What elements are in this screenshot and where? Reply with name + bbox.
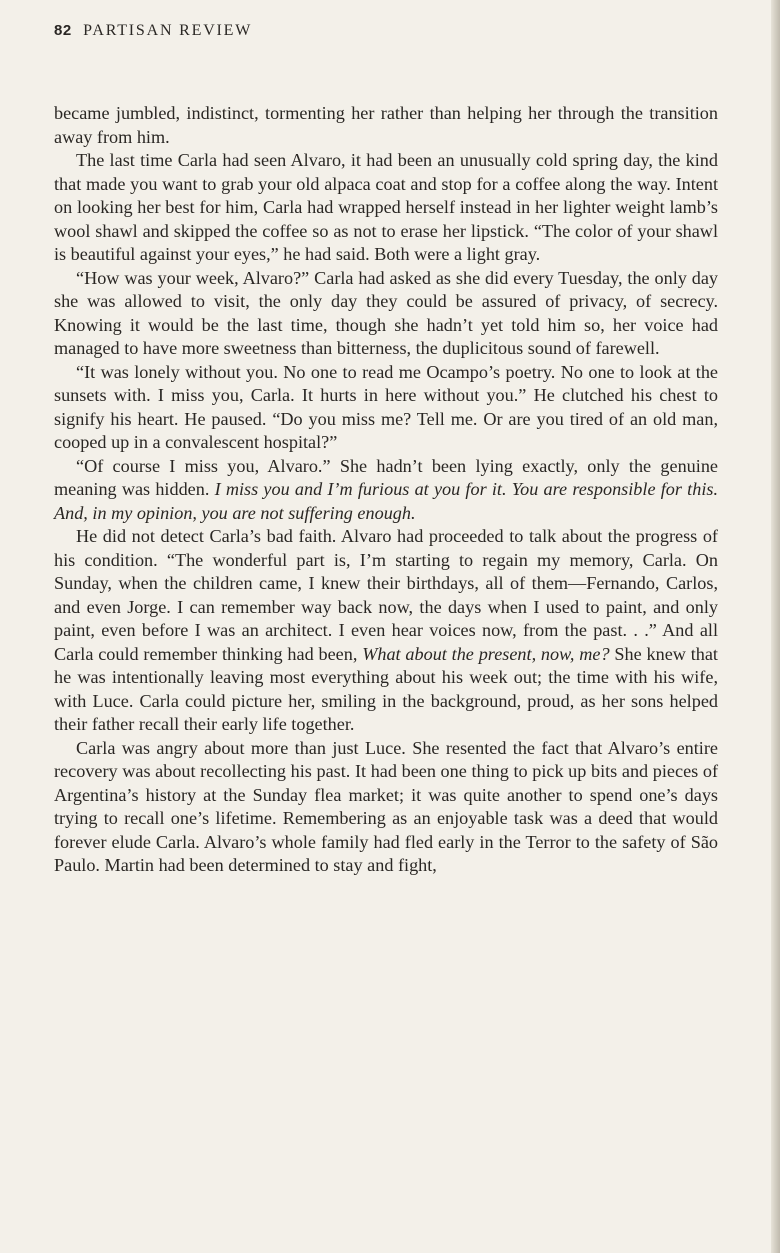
running-head xyxy=(54,20,252,40)
paragraph-text: “It was lonely without you. No one to read me Ocampo’s poetry. No one to look at the sunsets with. I miss you, Carla. It hurts in here without you.” He clutched his chest to signify his heart. He paused. “Do you miss me? Tell me. Or are you tired of an old man, cooped up in a convalescent hospital?” xyxy=(54,361,718,452)
paragraph xyxy=(54,361,718,455)
journal-title: PARTISAN REVIEW xyxy=(83,22,253,39)
paragraph xyxy=(54,525,718,737)
paragraph xyxy=(54,737,718,878)
page-number: 82 xyxy=(54,22,72,39)
paragraph xyxy=(54,455,718,526)
paragraph-text: He did not detect Carla’s bad faith. Alvaro had proceeded to talk about the progress of his condition. “The wonderful part is, I’m starting to regain my memory, Carla. On Sunday, when the children came, I knew their birthdays, all of them—Fernando, Carlos, and even Jorge. I can remember way back now, the days when I used to paint, and only paint, even before I was an architect. I even hear voices now, from the past. . .” And all Carla could remember thinking had been, xyxy=(54,526,718,664)
paragraph xyxy=(54,102,718,149)
paragraph-text: She knew that he was intentionally leaving most everything about his week out; the time with his wife, with Luce. Carla could picture her, smiling in the background, proud, as her sons helped their father recall their early life together. xyxy=(54,643,718,734)
paragraph xyxy=(54,267,718,361)
page-edge-shadow xyxy=(771,0,780,1253)
paragraph-text: “How was your week, Alvaro?” Carla had asked as she did every Tuesday, the only day she was allowed to visit, the only day they could be assured of privacy, of secrecy. Knowing it would be the last time, though she hadn’t yet told him so, her voice had managed to have more sweetness than bitterness, the duplicitous sound of farewell. xyxy=(54,267,718,358)
paragraph-text: became jumbled, indistinct, tormenting her rather than helping her through the transition away from him. xyxy=(54,103,718,147)
paragraph-text: Carla was angry about more than just Luce. She resented the fact that Alvaro’s entire recovery was about recollecting his past. It had been one thing to pick up bits and pieces of Argentina’s history at the Sunday flea market; it was quite another to spend one’s days trying to recall one’s lifetime. Remembering as an enjoyable task was a deed that would forever elude Carla. Alvaro’s whole family had fled early in the Terror to the safety of São Paulo. Martin had been determined to stay and fight, xyxy=(54,737,718,875)
paragraph-text: The last time Carla had seen Alvaro, it had been an unusually cold spring day, the kind that made you want to grab your old alpaca coat and stop for a coffee along the way. Intent on looking her best for him, Carla had wrapped herself instead in her lighter weight lamb’s wool shawl and skipped the coffee so as not to erase her lipstick. “The color of your shawl is beautiful against your eyes,” he had said. Both were a light gray. xyxy=(54,150,718,264)
paragraph-text: “Of course I miss you, Alvaro.” She hadn’t been lying exactly, only the genuine meaning was hidden. xyxy=(54,455,718,499)
italic-text: I miss you and I’m furious at you for it. You are responsible for this. And, in my opinion, you are not suffering enough. xyxy=(54,479,718,523)
paragraph xyxy=(54,149,718,267)
article-body xyxy=(54,102,718,878)
italic-text: What about the present, now, me? xyxy=(362,643,610,664)
